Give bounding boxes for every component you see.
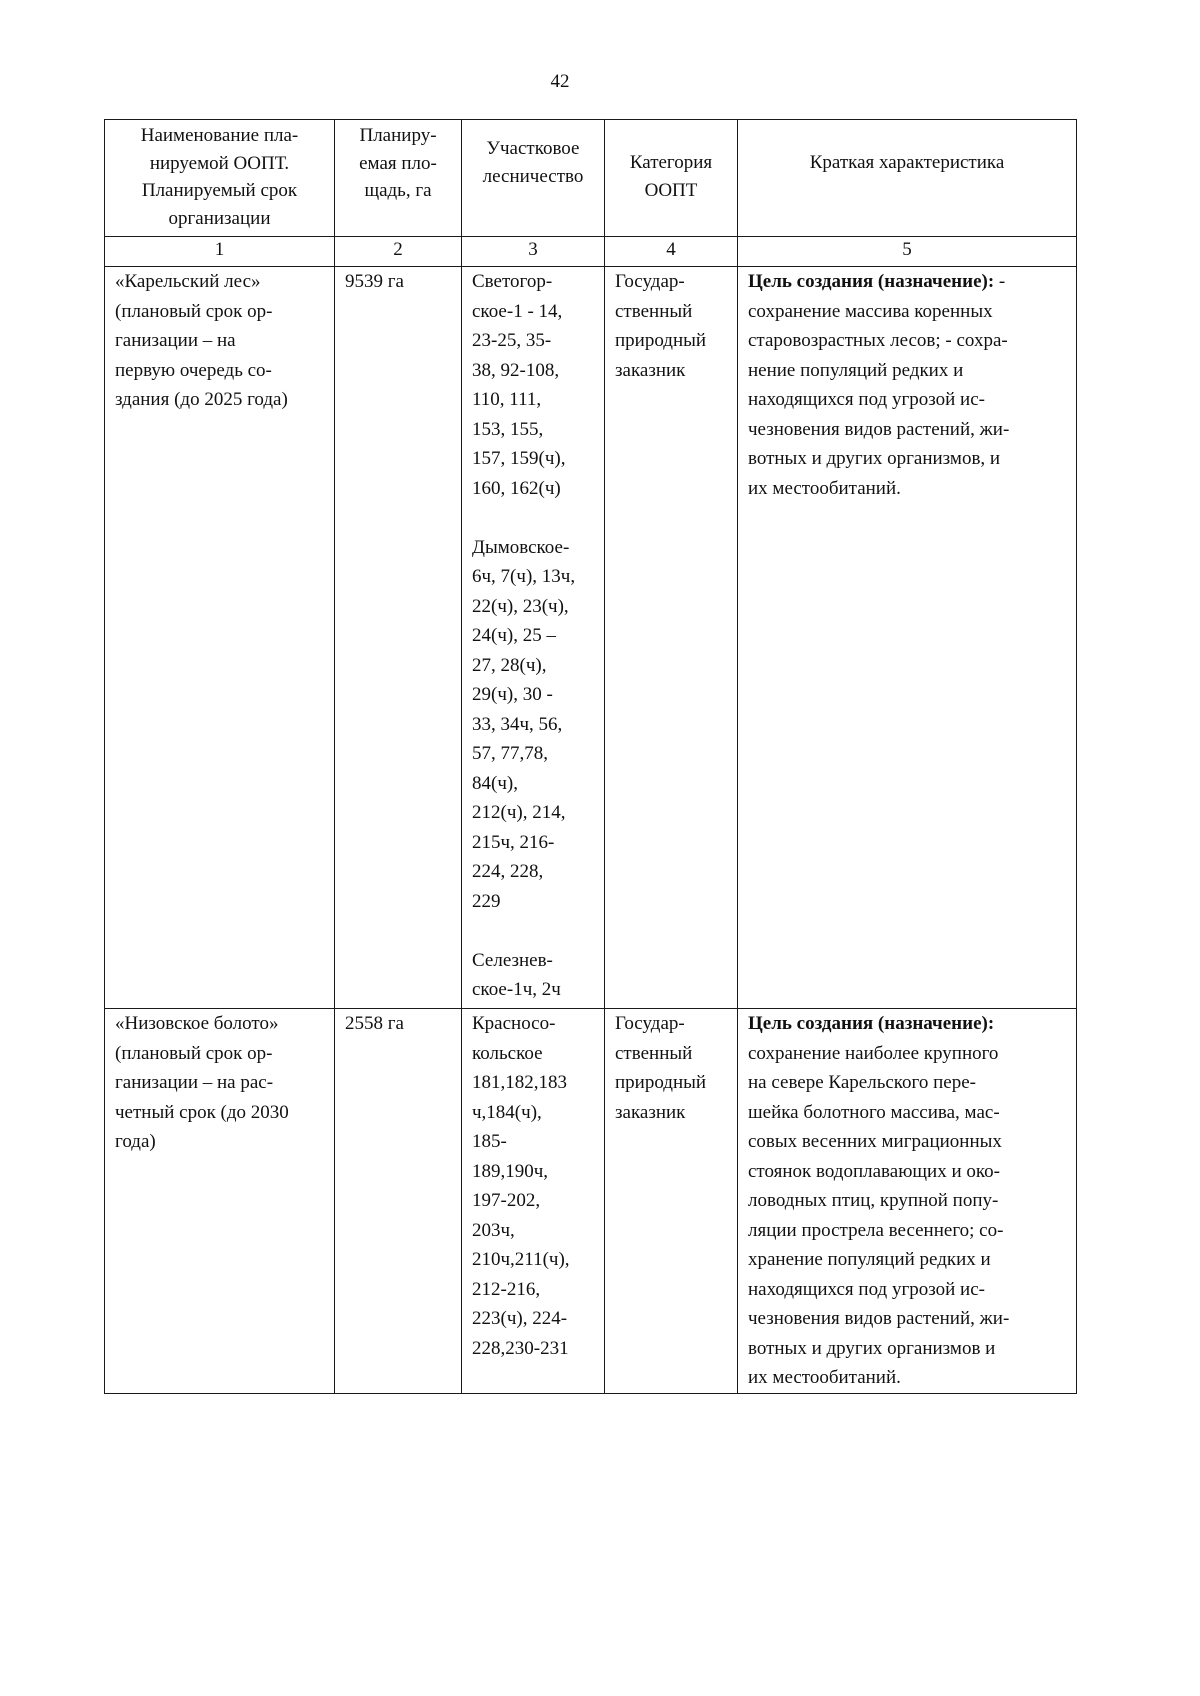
text-line: на севере Карельского пере- [748, 1072, 976, 1093]
column-number: 4 [605, 237, 738, 267]
text-line: шейка болотного массива, мас- [748, 1101, 1000, 1123]
text-line: 229 [472, 890, 501, 912]
text-line: вотных и других организмов и [748, 1337, 996, 1359]
block-gap [472, 916, 596, 946]
header-cell-description [738, 120, 1077, 237]
text-line: 212-216, [472, 1278, 541, 1300]
text-line: 181,182,183 [472, 1072, 567, 1093]
text-line: Краткая характеристика [809, 152, 1005, 173]
purpose-label: Цель создания (назначение): [748, 271, 995, 292]
text-line: «Карельский лес» [115, 271, 261, 292]
text-line: находящихся под угрозой ис- [748, 389, 985, 410]
text-line: здания (до 2025 года) [115, 389, 288, 410]
text-line: совых весенних миграционных [748, 1131, 1002, 1152]
text-line: (плановый срок ор- [115, 300, 273, 322]
text-line: 223(ч), 224- [472, 1308, 568, 1329]
oopt-area-cell: 2558 га [335, 1009, 462, 1394]
text-line: Светогор- [472, 271, 553, 292]
text-line: четный срок (до 2030 [115, 1101, 289, 1123]
header-cell-name [105, 120, 335, 237]
text-line: Планируемый срок [141, 180, 298, 201]
text-line: 197-202, [472, 1190, 541, 1211]
text-line: находящихся под угрозой ис- [748, 1278, 985, 1300]
text-line: старовозрастных лесов; - сохра- [748, 330, 1008, 351]
text-line: чезновения видов растений, жи- [748, 418, 1010, 440]
text-line: лесничество [482, 165, 584, 187]
text-line: 157, 159(ч), [472, 448, 566, 469]
header-cell-category [605, 120, 738, 237]
text-line: (плановый срок ор- [115, 1042, 273, 1064]
forestry-block [472, 946, 596, 1005]
text-line: 212(ч), 214, [472, 802, 566, 823]
forestry-cell [462, 267, 605, 1009]
text-line: ственный [615, 300, 693, 322]
text-line: емая пло- [359, 152, 437, 174]
header-cell-area [335, 120, 462, 237]
category-cell [605, 267, 738, 1009]
forestry-block [472, 267, 596, 503]
text-line: сохранение наиболее крупного [748, 1042, 999, 1064]
text-line: 210ч,211(ч), [472, 1249, 570, 1270]
text-line: заказник [615, 359, 686, 381]
text-line: вотных и других организмов, и [748, 448, 1001, 469]
text-line: 224, 228, [472, 861, 544, 882]
text-line: 57, 77,78, [472, 743, 548, 764]
category-cell [605, 1009, 738, 1394]
text-line: ское-1 - 14, [472, 300, 563, 322]
text-line: ганизации – на [115, 330, 236, 351]
text-line: 22(ч), 23(ч), [472, 595, 569, 617]
text-line: их местообитаний. [748, 477, 901, 499]
text-line: нируемой ООПТ. [149, 152, 290, 174]
text-line: заказник [615, 1101, 686, 1123]
text-line: Участковое [486, 138, 580, 159]
table-row [105, 1009, 1077, 1394]
oopt-area-cell: 9539 га [335, 267, 462, 1009]
text-line: года) [115, 1131, 156, 1152]
text-line: ское-1ч, 2ч [472, 979, 561, 1000]
text-line: 110, 111, [472, 389, 542, 410]
forestry-block [472, 1009, 596, 1363]
header-cell-forestry [462, 120, 605, 237]
text-line: кольское [472, 1042, 543, 1064]
text-line: 29(ч), 30 - [472, 684, 553, 705]
text-line: 160, 162(ч) [472, 477, 561, 499]
text-line: 215ч, 216- [472, 831, 555, 853]
table-row [105, 267, 1077, 1009]
text-line: 153, 155, [472, 418, 544, 440]
text-line: природный [615, 1072, 707, 1093]
text-line: Планиру- [359, 125, 437, 146]
column-number: 1 [105, 237, 335, 267]
text-line: 185- [472, 1131, 507, 1152]
text-line: Государ- [615, 271, 685, 292]
text-line: ственный [615, 1042, 693, 1064]
text-line: Государ- [615, 1013, 685, 1034]
text-line: хранение популяций редких и [748, 1249, 991, 1270]
text-line: ляции прострела весеннего; со- [748, 1219, 1004, 1241]
text-line: «Низовское болото» [115, 1013, 279, 1034]
forestry-cell [462, 1009, 605, 1394]
block-gap [472, 503, 596, 533]
text-line: ганизации – на рас- [115, 1072, 274, 1093]
text-line: их местообитаний. [748, 1367, 901, 1388]
column-number: 5 [738, 237, 1077, 267]
text-line: 23-25, 35- [472, 330, 552, 351]
column-number: 3 [462, 237, 605, 267]
text-line: Селезнев- [472, 949, 553, 971]
description-cell [738, 1009, 1077, 1394]
description-cell: Цель создания (назначение): - сохранение массива коренных старовозрастных лесов; - сохра- нение популяций редких и находящихся под угрозой ис- чезновения видов растений, жи- вотных и других организмов, и их местообитаний. [738, 267, 1077, 1009]
text-line: 189,190ч, [472, 1160, 549, 1182]
oopt-name-cell [105, 267, 335, 1009]
forestry-block [472, 533, 596, 917]
text-line: ООПТ [644, 179, 698, 201]
text-line: нение популяций редких и [748, 359, 964, 381]
text-line: 228,230-231 [472, 1337, 569, 1359]
column-number: 2 [335, 237, 462, 267]
text-line: 6ч, 7(ч), 13ч, [472, 566, 576, 587]
text-line: Красносо- [472, 1013, 556, 1034]
column-number-row [105, 237, 1077, 267]
protected-areas-table [104, 119, 1077, 1394]
oopt-name-cell [105, 1009, 335, 1394]
text-line: 33, 34ч, 56, [472, 713, 563, 735]
text-line: сохранение массива коренных [748, 300, 993, 322]
text-line: 203ч, [472, 1219, 515, 1241]
purpose-label: Цель создания (назначение): [748, 1013, 995, 1034]
table-header-row [105, 120, 1077, 237]
text-line: 27, 28(ч), [472, 654, 547, 676]
text-line: ловодных птиц, крупной попу- [748, 1190, 999, 1211]
text-line: ч,184(ч), [472, 1101, 542, 1123]
text-line: Наименование пла- [140, 125, 299, 146]
text-line: Дымовское- [472, 536, 570, 558]
text-line: первую очередь со- [115, 359, 272, 381]
text-line: 84(ч), [472, 772, 518, 794]
text-line: чезновения видов растений, жи- [748, 1308, 1010, 1329]
text-line: организации [168, 207, 271, 229]
text-line: щадь, га [364, 180, 432, 201]
text-line: 24(ч), 25 – [472, 625, 556, 646]
page-number: 42 [550, 71, 570, 92]
text-line: Категория [629, 152, 713, 173]
text-line: 38, 92-108, [472, 359, 560, 381]
text-line: стоянок водоплавающих и око- [748, 1160, 1000, 1182]
text-line: природный [615, 330, 707, 351]
